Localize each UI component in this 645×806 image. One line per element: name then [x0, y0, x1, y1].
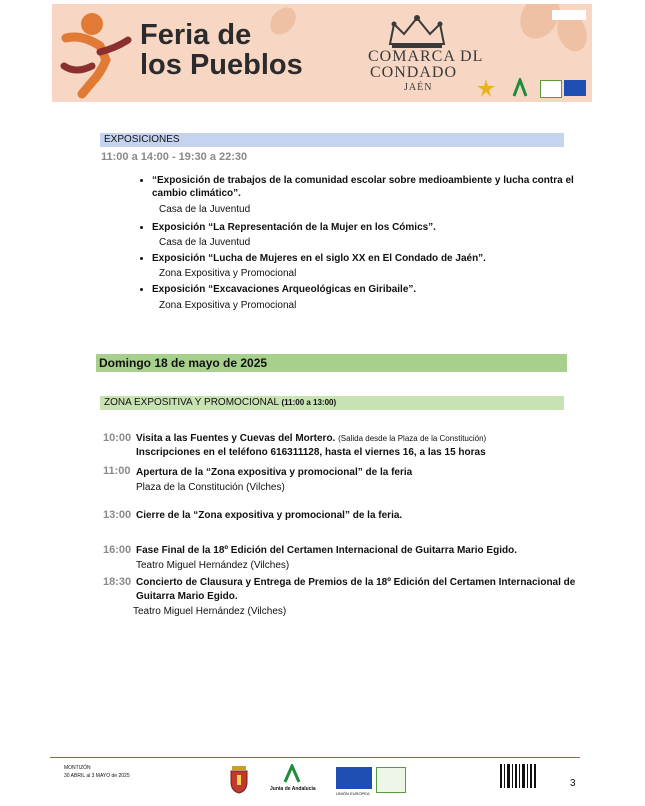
footer-dates: 30 ABRIL al 3 MAYO de 2025 — [64, 773, 130, 779]
bullet-icon — [140, 226, 143, 229]
dancer-logo-icon — [52, 4, 138, 102]
event-place: Teatro Miguel Hernández (Vilches) — [133, 606, 287, 617]
event-title: Concierto de Clausura y Entrega de Premios de la 18º Edición del Certamen Internacional de — [136, 577, 576, 588]
event-note: (Salida desde la Plaza de la Constitución) — [338, 434, 487, 443]
bullet-icon — [140, 179, 143, 182]
fair-title-line1: Feria de — [140, 19, 252, 51]
event-time: 13:00 — [103, 509, 132, 521]
bullet-icon — [140, 257, 143, 260]
barcode-icon — [500, 764, 536, 788]
expo-item-2-line1: Exposición “La Representación de la Mujer en los Cómics”. — [152, 222, 436, 233]
leader-footer-logo-icon — [376, 767, 406, 793]
comarca-line2: CONDADO — [370, 64, 457, 81]
comarca-line1: COMARCA DL — [368, 48, 484, 65]
junta-footer-logo-icon — [282, 764, 302, 784]
expo-item-1-line2: cambio climático”. — [152, 188, 241, 199]
event-time: 18:30 — [103, 576, 132, 588]
exposiciones-heading: EXPOSICIONES — [100, 133, 564, 147]
expo-item-1-line1: “Exposición de trabajos de la comunidad escolar sobre medioambiente y lucha contra el — [152, 175, 574, 186]
event-line2: Guitarra Mario Egido. — [136, 591, 238, 602]
day-heading: Domingo 18 de mayo de 2025 — [96, 354, 567, 372]
eu-flag-icon — [564, 80, 586, 96]
expo-item-2-place: Casa de la Juventud — [159, 237, 251, 248]
footer-divider — [50, 757, 580, 758]
event-place: Plaza de la Constitución (Vilches) — [136, 482, 285, 493]
expo-item-3-place: Zona Expositiva y Promocional — [159, 268, 297, 279]
crown-icon — [386, 14, 448, 50]
junta-logo-icon — [510, 78, 530, 98]
star-logo-icon — [476, 78, 496, 98]
event-time: 11:00 — [103, 465, 131, 477]
eu-label: UNIÓN EUROPEA — [336, 791, 370, 796]
eu-flag-footer-icon — [336, 767, 372, 789]
event-title: Cierre de la “Zona expositiva y promocional” de la feria. — [136, 510, 403, 521]
event-title: Fase Final de la 18º Edición del Certamen Internacional de Guitarra Mario Egido. — [136, 545, 517, 556]
bullet-icon — [140, 288, 143, 291]
zona-label: ZONA EXPOSITIVA Y PROMOCIONAL — [104, 397, 279, 408]
event-place: Teatro Miguel Hernández (Vilches) — [136, 560, 290, 571]
junta-label: Junta de Andalucía — [270, 786, 316, 792]
page-number: 3 — [570, 778, 576, 789]
comarca-line3: JAÉN — [404, 82, 433, 93]
expo-item-4-line1: Exposición “Excavaciones Arqueológicas en Giribaile”. — [152, 284, 417, 295]
expo-item-3-line1: Exposición “Lucha de Mujeres en el siglo XX en El Condado de Jaén”. — [152, 253, 486, 264]
event-time: 10:00 — [103, 432, 132, 444]
footer-town: MONTIZÓN — [64, 765, 91, 771]
expo-item-4-place: Zona Expositiva y Promocional — [159, 300, 297, 311]
expo-item-1-place: Casa de la Juventud — [159, 204, 251, 215]
fair-title-line2: los Pueblos — [140, 49, 303, 81]
leader-logo-icon — [540, 80, 562, 98]
event-1-line1 — [136, 432, 486, 445]
zona-hours: (11:00 a 13:00) — [281, 398, 337, 407]
event-1-line2: Inscripciones en el teléfono 616311128, hasta el viernes 16, a las 15 horas — [136, 447, 486, 458]
top-right-logo-icon — [552, 10, 586, 20]
town-crest-icon — [228, 764, 250, 794]
exposiciones-hours: 11:00 a 14:00 - 19:30 a 22:30 — [101, 151, 248, 163]
event-time: 16:00 — [103, 544, 132, 556]
event-title: Apertura de la “Zona expositiva y promocional” de la feria — [136, 467, 413, 478]
event-title: Visita a las Fuentes y Cuevas del Mortero. — [136, 433, 336, 444]
header-banner — [52, 4, 592, 102]
zona-heading — [100, 396, 564, 410]
